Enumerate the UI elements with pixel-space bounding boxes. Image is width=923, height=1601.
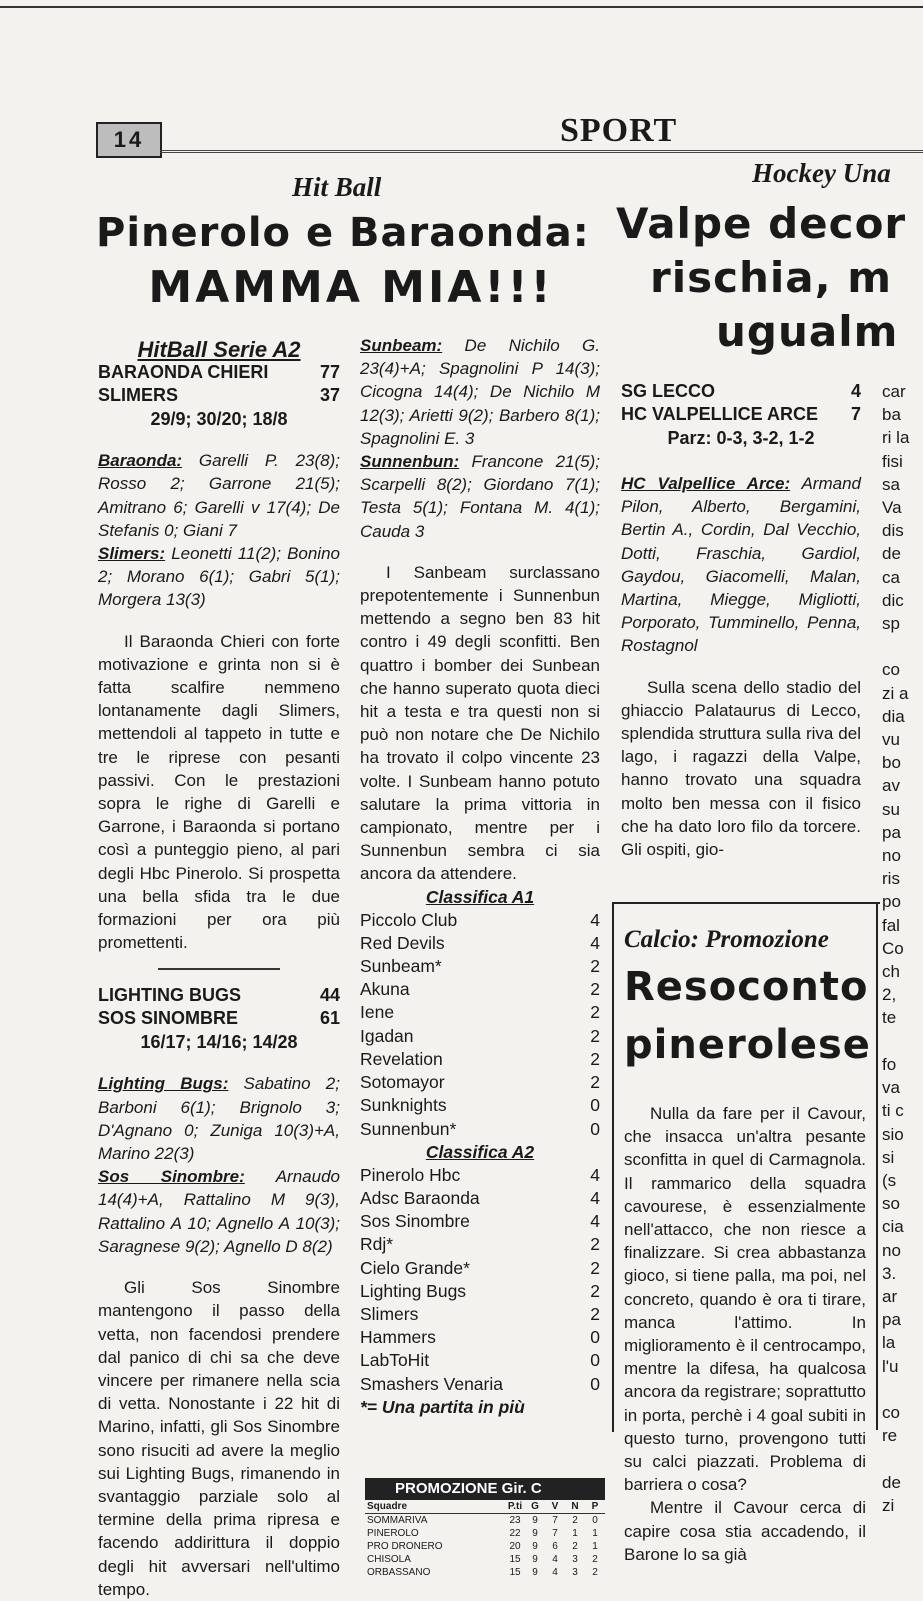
standings-row bbox=[360, 1210, 600, 1233]
edge-fragment: fo bbox=[882, 1054, 897, 1074]
page-number: 14 bbox=[96, 122, 162, 158]
lineup-text: Slimers: Leonetti 11(2); Bonino 2; Morano 6(1); Gabri 5(1); Morgera 13(3) bbox=[98, 544, 340, 610]
standings-points: 2 bbox=[590, 1303, 600, 1324]
promo-header-row bbox=[365, 1500, 605, 1514]
promo-cell: PINEROLO bbox=[367, 1528, 419, 1539]
promo-cell: 9 bbox=[532, 1541, 538, 1552]
standings-title: Classifica A2 bbox=[425, 1141, 535, 1162]
standings-row bbox=[360, 1303, 600, 1326]
standings-points: 2 bbox=[590, 1257, 600, 1278]
standings-team: Adsc Baraonda bbox=[360, 1187, 480, 1208]
promo-cell: 4 bbox=[552, 1567, 558, 1578]
edge-fragment: de bbox=[882, 1472, 901, 1492]
promo-header-cell: P bbox=[585, 1500, 605, 1514]
edge-fragment: si bbox=[882, 1147, 895, 1167]
promo-cell: 1 bbox=[592, 1528, 598, 1539]
edge-fragment: fisi bbox=[882, 451, 903, 471]
promo-row bbox=[365, 1540, 605, 1553]
edge-fragment: (s bbox=[882, 1170, 897, 1190]
promozione-grid bbox=[365, 1500, 605, 1579]
team-score: 77 bbox=[319, 362, 340, 383]
score-row bbox=[98, 384, 340, 407]
left-column-1 bbox=[98, 338, 340, 1601]
standings-team: Smashers Venaria bbox=[360, 1373, 503, 1394]
promozione-title: PROMOZIONE Gir. C bbox=[365, 1478, 605, 1500]
edge-fragment: 3. bbox=[882, 1263, 897, 1283]
standings-row bbox=[360, 1048, 600, 1071]
standings-a2 bbox=[360, 1164, 600, 1396]
partials: 16/17; 14/16; 14/28 bbox=[140, 1032, 298, 1053]
promozione-table bbox=[365, 1478, 605, 1600]
standings-row bbox=[360, 1001, 600, 1024]
standings-points: 4 bbox=[590, 1211, 600, 1232]
promo-cell: 3 bbox=[572, 1567, 578, 1578]
standings-row bbox=[360, 932, 600, 955]
standings-points: 0 bbox=[590, 1118, 600, 1139]
article-paragraph: I Sanbeam surclassano prepotentemente i Sunnenbun mettendo a segno ben 83 hit contro i 49 degli sconfitti. Ben quattro i bomber dei Sunbean che hanno superato quota dieci hit a testa e tra questi non si può non notare che De Nichilo ha trovato il colpo vincente 23 volte. I Sunbeam hanno potuto salutare la prima vittoria in campionato, mentre per i Sunnenbun sembra ci sia ancora da attendere. bbox=[360, 562, 600, 884]
team-name: BARAONDA CHIERI bbox=[98, 362, 269, 383]
standings-team: Igadan bbox=[360, 1025, 414, 1046]
standings-team: Sos Sinombre bbox=[360, 1211, 470, 1232]
promo-cell: 0 bbox=[592, 1515, 598, 1526]
standings-points: 2 bbox=[590, 1234, 600, 1255]
divider bbox=[158, 968, 280, 970]
left-kicker: Hit Ball bbox=[292, 172, 382, 202]
edge-fragment bbox=[882, 1030, 923, 1053]
edge-fragment: fal bbox=[882, 915, 900, 935]
edge-fragment: zi a bbox=[882, 683, 909, 703]
left-headline-2: MAMMA MIA!!! bbox=[148, 262, 554, 313]
standings-row bbox=[360, 978, 600, 1001]
edge-fragment: Va bbox=[882, 498, 902, 518]
standings-team: Lighting Bugs bbox=[360, 1280, 467, 1301]
edge-fragment: la bbox=[882, 1333, 896, 1353]
promo-cell: 6 bbox=[552, 1541, 558, 1552]
article-paragraph: Mentre il Cavour cerca di capire cosa stia accadendo, il Barone lo sa già bbox=[624, 1498, 866, 1564]
calcio-headline-2: pinerolese bbox=[624, 1022, 871, 1068]
promo-header-cell: G bbox=[525, 1500, 545, 1514]
league-subhead: HitBall Serie A2 bbox=[137, 337, 301, 362]
promo-header-cell: N bbox=[565, 1500, 585, 1514]
promo-cell: 2 bbox=[592, 1554, 598, 1565]
edge-fragment: ri la bbox=[882, 428, 910, 448]
edge-fragment: Co bbox=[882, 938, 904, 958]
standings-team: Akuna bbox=[360, 979, 410, 1000]
edge-fragment bbox=[882, 1447, 923, 1470]
promo-header-cell: P.ti bbox=[505, 1500, 525, 1514]
team-score: 7 bbox=[850, 404, 861, 424]
promo-cell: 9 bbox=[532, 1554, 538, 1565]
header-rule bbox=[160, 150, 923, 153]
right-column bbox=[621, 380, 861, 861]
promo-cell: SOMMARIVA bbox=[367, 1515, 428, 1526]
edge-fragment: sp bbox=[882, 614, 900, 634]
promo-cell: PRO DRONERO bbox=[367, 1541, 443, 1552]
standings-team: Sunnenbun* bbox=[360, 1118, 457, 1139]
standings-points: 4 bbox=[590, 932, 600, 953]
standings-team: Red Devils bbox=[360, 932, 445, 953]
promo-cell: 7 bbox=[552, 1515, 558, 1526]
edge-fragment bbox=[882, 1378, 923, 1401]
calcio-kicker: Calcio: Promozione bbox=[624, 926, 829, 953]
score-row bbox=[98, 1007, 340, 1030]
lineup-text: Sunnenbun: Francone 21(5); Scarpelli 8(2); Giordano 7(1); Testa 5(1); Fontana M. 4(1); Cauda 3 bbox=[360, 452, 600, 541]
standings-team: Hammers bbox=[360, 1327, 436, 1348]
article-paragraph: Sulla scena dello stadio del ghiaccio Palataurus di Lecco, splendida struttura sulla riva del lago, i ragazzi della Valpe, hanno trovato una squadra molto ben messa con il fisico che ha dato loro filo da torcere. Gli ospiti, gio- bbox=[621, 677, 861, 860]
promo-cell: 22 bbox=[509, 1528, 521, 1539]
promo-cell: 2 bbox=[572, 1541, 578, 1552]
edge-fragment: va bbox=[882, 1078, 900, 1098]
standings-row bbox=[360, 1164, 600, 1187]
team-score: 61 bbox=[319, 1008, 340, 1029]
edge-fragment: dis bbox=[882, 521, 904, 541]
team-name: HC VALPELLICE ARCE bbox=[621, 404, 819, 424]
standings-row bbox=[360, 1025, 600, 1048]
edge-fragment: pa bbox=[882, 822, 901, 842]
edge-fragment: co bbox=[882, 1402, 900, 1422]
edge-fragment bbox=[882, 635, 923, 658]
standings-points: 2 bbox=[590, 979, 600, 1000]
edge-fragment: 2, bbox=[882, 985, 897, 1005]
standings-row bbox=[360, 1094, 600, 1117]
score-row bbox=[98, 984, 340, 1007]
edge-fragment: re bbox=[882, 1426, 898, 1446]
team-name: SOS SINOMBRE bbox=[98, 1008, 239, 1029]
calcio-text bbox=[624, 1102, 866, 1566]
right-kicker: Hockey Una bbox=[752, 158, 891, 188]
edge-fragment: ar bbox=[882, 1286, 898, 1306]
promo-cell: 3 bbox=[572, 1554, 578, 1565]
standings-points: 0 bbox=[590, 1327, 600, 1348]
standings-team: Sunknights bbox=[360, 1095, 447, 1116]
top-border bbox=[0, 6, 923, 8]
standings-points: 0 bbox=[590, 1373, 600, 1394]
promo-cell: 9 bbox=[532, 1567, 538, 1578]
standings-points: 2 bbox=[590, 1280, 600, 1301]
article-paragraph: Gli Sos Sinombre mantengono il passo della vetta, non facendosi prendere dal panico di chi sa che deve vincere per rimanere nella scia di vetta. Nonostante i 22 hit di Marino, infatti, gli Sos Sinombre sono risuciti ad avere la meglio sui Lighting Bugs, rimanendo in svantaggio parziale solo al termine della prima ripresa e facendo addirittura il doppio degli hit avversari nell'ultimo tempo. bbox=[98, 1278, 340, 1599]
standings-team: Cielo Grande* bbox=[360, 1257, 470, 1278]
standings-team: Sunbeam* bbox=[360, 956, 442, 977]
standings-title: Classifica A1 bbox=[425, 886, 535, 907]
edge-fragment: su bbox=[882, 799, 900, 819]
edge-fragment: ti c bbox=[882, 1101, 904, 1121]
promo-cell: 7 bbox=[552, 1528, 558, 1539]
edge-fragment: po bbox=[882, 892, 901, 912]
standings-team: Sotomayor bbox=[360, 1072, 445, 1093]
standings-team: Rdj* bbox=[360, 1234, 394, 1255]
edge-fragment: dic bbox=[882, 590, 904, 610]
standings-row bbox=[360, 1187, 600, 1210]
promo-cell: 15 bbox=[509, 1554, 521, 1565]
standings-row bbox=[360, 1326, 600, 1349]
lineup-text: Sunbeam: De Nichilo G. 23(4)+A; Spagnolini P 14(3); Cicogna 14(4); De Nichilo M 12(3); Arietti 9(2); Barbero 8(1); Spagnolini E. 3 bbox=[360, 336, 600, 448]
standings-row bbox=[360, 1071, 600, 1094]
clipped-edge-column bbox=[882, 380, 923, 1600]
promo-row bbox=[365, 1527, 605, 1540]
standings-points: 4 bbox=[590, 1187, 600, 1208]
standings-points: 2 bbox=[590, 1072, 600, 1093]
standings-points: 2 bbox=[590, 956, 600, 977]
standings-team: Revelation bbox=[360, 1048, 443, 1069]
partials: Parz: 0-3, 3-2, 1-2 bbox=[667, 428, 815, 448]
standings-team: Iene bbox=[360, 1002, 395, 1023]
edge-fragment: sa bbox=[882, 474, 900, 494]
promo-cell: 23 bbox=[509, 1515, 521, 1526]
edge-fragment: av bbox=[882, 776, 900, 796]
team-score: 44 bbox=[319, 985, 340, 1006]
promo-cell: CHISOLA bbox=[367, 1554, 411, 1565]
standings-team: Pinerolo Hbc bbox=[360, 1164, 461, 1185]
edge-fragment: de bbox=[882, 544, 901, 564]
score-row bbox=[621, 403, 861, 426]
promo-row bbox=[365, 1566, 605, 1579]
edge-fragment: ris bbox=[882, 869, 900, 889]
edge-fragment: zi bbox=[882, 1495, 895, 1515]
edge-fragment: bo bbox=[882, 753, 901, 773]
left-headline-1: Pinerolo e Baraonda: bbox=[96, 210, 590, 256]
edge-fragment: ch bbox=[882, 962, 900, 982]
promo-cell: 15 bbox=[509, 1567, 521, 1578]
score-row bbox=[98, 361, 340, 384]
right-headline-3: ugualm bbox=[716, 308, 899, 356]
edge-fragment: no bbox=[882, 1240, 901, 1260]
team-name: LIGHTING BUGS bbox=[98, 985, 241, 1006]
calcio-box-right-border bbox=[876, 902, 878, 1430]
standings-team: Piccolo Club bbox=[360, 909, 458, 930]
standings-team: LabToHit bbox=[360, 1350, 430, 1371]
promo-cell: 2 bbox=[572, 1515, 578, 1526]
standings-row bbox=[360, 955, 600, 978]
promo-header-cell: Squadre bbox=[365, 1500, 505, 1514]
right-headline-2: rischia, m bbox=[650, 254, 892, 302]
promo-cell: 9 bbox=[532, 1528, 538, 1539]
article-paragraph: Il Baraonda Chieri con forte motivazione e grinta non si è fatta scalfire nemmeno lontanamente dagli Slimers, mettendoli al tappeto in tutte e tre le riprese con pesanti passivi. Con le prestazioni sopra le righe di Garelli e Garrone, i Baraonda si portano così a punteggio pieno, al pari degli Hbc Pinerolo. Si prospetta una bella sfida tra le due formazioni per ora più promettenti. bbox=[98, 631, 340, 953]
promo-cell: 20 bbox=[509, 1541, 521, 1552]
edge-fragment: ca bbox=[882, 567, 900, 587]
standings-points: 2 bbox=[590, 1025, 600, 1046]
edge-fragment: car bbox=[882, 382, 906, 401]
standings-points: 2 bbox=[590, 1002, 600, 1023]
standings-a1 bbox=[360, 909, 600, 1141]
team-score: 37 bbox=[319, 385, 340, 406]
standings-row bbox=[360, 909, 600, 932]
edge-fragment: te bbox=[882, 1008, 897, 1028]
standings-team: Slimers bbox=[360, 1303, 419, 1324]
promo-cell: 1 bbox=[572, 1528, 578, 1539]
team-name: SLIMERS bbox=[98, 385, 179, 406]
team-name: SG LECCO bbox=[621, 381, 716, 401]
edge-fragment: sio bbox=[882, 1124, 904, 1144]
edge-fragment: pa bbox=[882, 1310, 901, 1330]
promo-cell: 4 bbox=[552, 1554, 558, 1565]
standings-footnote: *= Una partita in più bbox=[360, 1396, 525, 1417]
promo-cell: ORBASSANO bbox=[367, 1567, 431, 1578]
article-paragraph: Nulla da fare per il Cavour, che insacca un'altra pesante sconfitta in quel di Carmagnola. Il rammarico della squadra cavourese, è essenzialmente nell'attacco, che non riesce a finalizzare. Si crea abbastanza gioco, si tiene palla, ma poi, nel concreto, quando è ora ti tirare, manca l'attimo. In miglioramento è il centrocampo, mentre la difesa, ha qualcosa ancora da registrare; soprattutto in porta, perchè i 4 goal subiti in questo turno, provengono tutti su calci piazzati. Problema di barriera o cosa? bbox=[624, 1104, 866, 1495]
standings-row bbox=[360, 1118, 600, 1141]
standings-row bbox=[360, 1349, 600, 1372]
standings-row bbox=[360, 1257, 600, 1280]
edge-fragment: vu bbox=[882, 730, 900, 750]
promo-header-cell: V bbox=[545, 1500, 565, 1514]
edge-fragment: l'u bbox=[882, 1356, 899, 1376]
edge-fragment: no bbox=[882, 846, 901, 866]
standings-points: 2 bbox=[590, 1048, 600, 1069]
right-headline-1: Valpe decor bbox=[616, 200, 907, 248]
section-title: SPORT bbox=[560, 112, 678, 149]
score-row bbox=[621, 380, 861, 403]
lineup-text: HC Valpellice Arce: Armand Pilon, Alberto, Bergamini, Bertin A., Cordin, Dal Vecchio, Dotti, Fraschia, Gardiol, Gaydou, Giacomelli, Malan, Martina, Miegge, Migliotti, Porporato, Tumminello, Penna, Rostagnol bbox=[621, 474, 861, 656]
standings-row bbox=[360, 1233, 600, 1256]
promo-row bbox=[365, 1514, 605, 1528]
middle-column bbox=[360, 334, 600, 1419]
lineup-text: Sos Sinombre: Arnaudo 14(4)+A, Rattalino M 9(3), Rattalino A 10; Agnello A 10(3); Saragnese 9(2); Agnello D 8(2) bbox=[98, 1167, 340, 1256]
promo-cell: 9 bbox=[532, 1515, 538, 1526]
promo-cell: 1 bbox=[592, 1541, 598, 1552]
edge-fragment: ba bbox=[882, 405, 901, 425]
team-score: 4 bbox=[850, 381, 861, 401]
standings-row bbox=[360, 1373, 600, 1396]
lineup-text: Lighting Bugs: Sabatino 2; Barboni 6(1); Brignolo 3; D'Agnano 0; Zuniga 10(3)+A, Marino 22(3) bbox=[98, 1074, 340, 1164]
standings-row bbox=[360, 1280, 600, 1303]
standings-points: 0 bbox=[590, 1095, 600, 1116]
partials: 29/9; 30/20; 18/8 bbox=[150, 409, 288, 430]
promo-cell: 2 bbox=[592, 1567, 598, 1578]
edge-fragment: cia bbox=[882, 1217, 904, 1237]
standings-points: 0 bbox=[590, 1350, 600, 1371]
edge-fragment: so bbox=[882, 1194, 900, 1214]
edge-fragment: co bbox=[882, 660, 900, 680]
edge-fragment: dia bbox=[882, 706, 905, 726]
standings-points: 4 bbox=[590, 909, 600, 930]
calcio-headline-1: Resoconto bbox=[624, 964, 869, 1010]
standings-points: 4 bbox=[590, 1164, 600, 1185]
lineup-text: Baraonda: Garelli P. 23(8); Rosso 2; Garrone 21(5); Amitrano 6; Garelli v 17(4); De Stefanis 0; Giani 7 bbox=[98, 451, 340, 540]
promo-row bbox=[365, 1553, 605, 1566]
